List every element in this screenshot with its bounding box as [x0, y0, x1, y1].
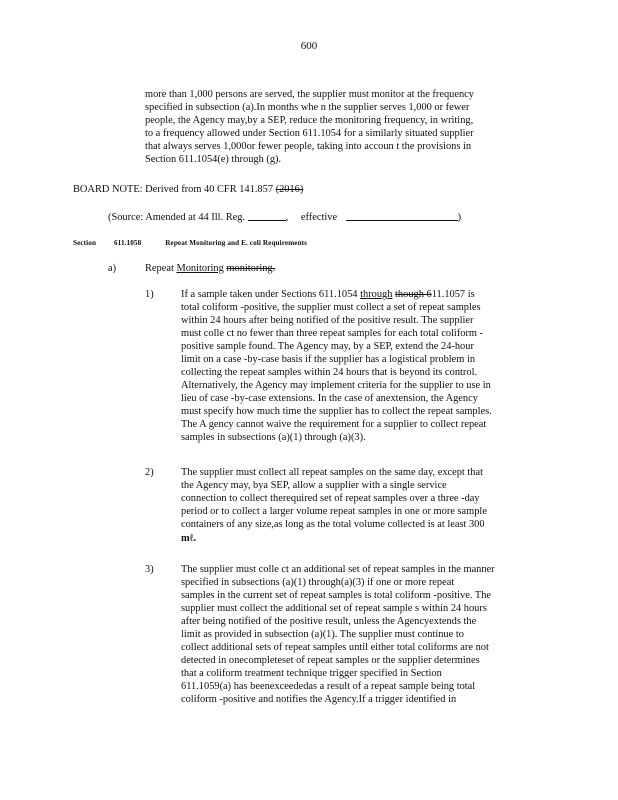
text-line: after being notified of the positive result, unless the Agencyextends the [181, 616, 477, 627]
text-line: Alternatively, the Agency may implement criteria for the supplier to use in [181, 380, 491, 391]
subsection-a-struck-text: monitoring. [226, 263, 276, 274]
text-line: positive sample found. The Agency may, by a SEP, extend the 24-hour [181, 341, 474, 352]
effective-label: effective [300, 212, 338, 223]
text-line: samples in the current set of repeat samples is total coliform -positive. The [181, 590, 491, 601]
text-line: limit on a case -by-case basis if the supplier has a logistical problem in [181, 354, 476, 365]
text-line [181, 288, 475, 301]
subsection-a-text: Repeat [145, 263, 174, 274]
text-line: The A gency cannot waive the requirement for a supplier to collect repeat [181, 419, 487, 430]
struck-text: though 6 [395, 289, 432, 300]
text-line: total coliform -positive, the supplier must collect a set of repeat samples [181, 302, 481, 313]
text-line: collecting the repeat samples within 24 hours that is beyond its control. [181, 367, 478, 378]
text-line: coliform -positive and notifies the Agency.If a trigger identified in [181, 694, 457, 705]
section-number: 611.1058 [113, 239, 142, 247]
text-line: to a frequency allowed under Section 611.1054 for a similarly situated supplier [145, 128, 474, 139]
source-prefix: (Source: Amended at 44 Ill. Reg. [108, 212, 246, 223]
text-line: detected in onecompleteset of repeat samples or the supplier determines [181, 655, 480, 666]
text-line: within 24 hours after being notified of the positive result. The supplier [181, 315, 474, 326]
text-line: 611.1059(a) has beenexceededas a result of a repeat sample being total [181, 681, 476, 692]
text-line: collect additional sets of repeat samples until either total coliforms are not [181, 642, 489, 653]
text-line: Section 611.1054(e) through (g). [145, 154, 282, 165]
text-line: people, the Agency may,by a SEP, reduce the monitoring frequency, in writing, [145, 115, 474, 126]
board-note [73, 183, 303, 196]
text-line: containers of any size,as long as the total volume collected is at least 300 [181, 519, 485, 530]
text-line: samples in subsections (a)(1) through (a)(3). [181, 432, 366, 443]
source-close: ) [457, 212, 462, 223]
section-label: Section [73, 239, 97, 247]
subsection-a-added-text: Monitoring [176, 263, 224, 274]
register-number-blank [248, 210, 286, 221]
text-line: specified in subsections (a)(1) through(a)(3) if one or more repeat [181, 577, 455, 588]
text-line: The supplier must colle ct an additional set of repeat samples in the manner [181, 564, 495, 575]
source-note [108, 210, 461, 224]
text-line: lieu of case -by-case extensions. In the case of anextension, the Agency [181, 393, 478, 404]
source-comma: , [285, 212, 289, 223]
item-number: 1) [145, 289, 154, 300]
effective-date-blank [346, 210, 458, 221]
section-title: Repeat Monitoring and E. coli Requirements [165, 239, 308, 247]
text-line: mℓ. [181, 533, 197, 544]
text-line: the Agency may, bya SEP, allow a supplier with a single service [181, 480, 447, 491]
text-line: The supplier must collect all repeat samples on the same day, except that [181, 467, 483, 478]
text-span: 11.1057 is [431, 289, 475, 300]
text-line: connection to collect therequired set of repeat samples over a three -day [181, 493, 480, 504]
text-line: supplier must collect the additional set of repeat sample s within 24 hours [181, 603, 487, 614]
text-line: must specify how much time the supplier has to collect the repeat samples. [181, 406, 492, 417]
text-line: that a coliform treatment technique trigger specified in Section [181, 668, 442, 679]
subsection-a-label: a) [108, 263, 117, 274]
section-heading [73, 237, 307, 250]
item-number: 2) [145, 467, 154, 478]
item-number: 3) [145, 564, 154, 575]
board-note-text: BOARD NOTE: Derived from 40 CFR 141.857 [73, 184, 274, 195]
text-line: limit as provided in subsection (a)(1). The supplier must continue to [181, 629, 464, 640]
board-note-struck-text: (2016) [275, 184, 304, 195]
text-line: that always serves 1,000or fewer people, taking into accoun t the provisions in [145, 141, 472, 152]
text-line: more than 1,000 persons are served, the supplier must monitor at the frequency [145, 89, 474, 100]
added-text: through [360, 289, 393, 300]
text-line: period or to collect a larger volume repeat samples in one or more sample [181, 506, 487, 517]
text-span: If a sample taken under Sections 611.1054 [181, 289, 361, 300]
page-number: 600 [300, 40, 318, 52]
text-line: must colle ct no fewer than three repeat samples for each total coliform - [181, 328, 484, 339]
text-line: specified in subsection (a).In months whe n the supplier serves 1,000 or fewer [145, 102, 470, 113]
subsection-a-heading [145, 262, 275, 275]
